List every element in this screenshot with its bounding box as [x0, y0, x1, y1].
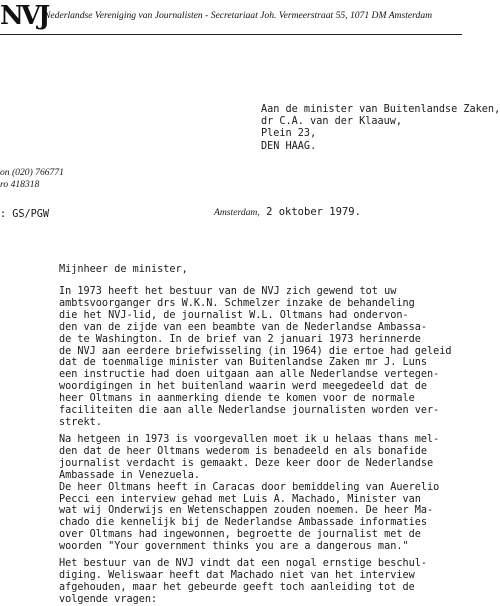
- paragraph-2: Na hetgeen in 1973 is voorgevallen moet ik u helaas thans mel- den dat de heer Oltmans wederom is benadeeld en als bonafide journalist verdacht is gemaakt. Deze keer door de Nederlandse Ambassade in Venezuela. De heer Oltmans heeft in Caracas door bemiddeling van Auerelio Pecci een interview gehad met Luis A. Machado, Minister van wat wij Onderwijs en Wetenschappen zouden noemen. De heer Ma- chado die kennelijk bij de Nederlandse Ambassade informaties over Oltmans had ingewonnen, begroette de journalist met de woorden "Your government thinks you are a dangerous man.": [59, 434, 440, 553]
- date-value: 2 oktober 1979.: [266, 206, 361, 218]
- nvj-logo: NVJ: [0, 1, 48, 31]
- date-place: Amsterdam,: [214, 207, 260, 218]
- letter-date: [214, 206, 361, 218]
- paragraph-1: In 1973 heeft het bestuur van de NVJ zich gewend tot uw ambtsvoorganger drs W.K.N. Schmelzer inzake de behandeling die het NVJ-lid, de journalist W.L. Oltmans had ondervon- den van de zijde van een beambte van de Nederlandse Ambassa- de te Washington. In de brief van 2 januari 1973 herinnerde de NVJ aan eerdere briefwisseling (in 1964) die ertoe had geleid dat de toenmalige minister van Buitenlandse Zaken mr J. Luns een instructie had doen uitgaan aan alle Nederlandse vertegen- woordigingen in het buitenland waarin werd meegedeeld dat de heer Oltmans in aanmerking diende te komen voor de normale faciliteiten die aan alle Nederlandse journalisten worden ver- strekt.: [59, 286, 452, 428]
- salutation: Mijnheer de minister,: [59, 264, 188, 275]
- recipient-address: Aan de minister van Buitenlandse Zaken, dr C.A. van der Klaauw, Plein 23, DEN HAAG.: [261, 104, 500, 152]
- giro-number: ro 418318: [0, 179, 40, 190]
- letterhead-rule: [0, 34, 462, 35]
- paragraph-3: Het bestuur van de NVJ vindt dat een nogal ernstige beschul- diging. Weliswaar heeft dat Machado niet van het interview afgehouden, maar het gebeurde geeft toch aanleiding tot de volgende vragen:: [59, 558, 428, 605]
- letterhead-line: Nederlandse Vereniging van Journalisten - Secretariaat Joh. Vermeerstraat 55, 1071 DM Amsterdam: [44, 10, 433, 21]
- reference-code: : GS/PGW: [0, 209, 50, 220]
- phone-number: on (020) 766771: [0, 167, 64, 178]
